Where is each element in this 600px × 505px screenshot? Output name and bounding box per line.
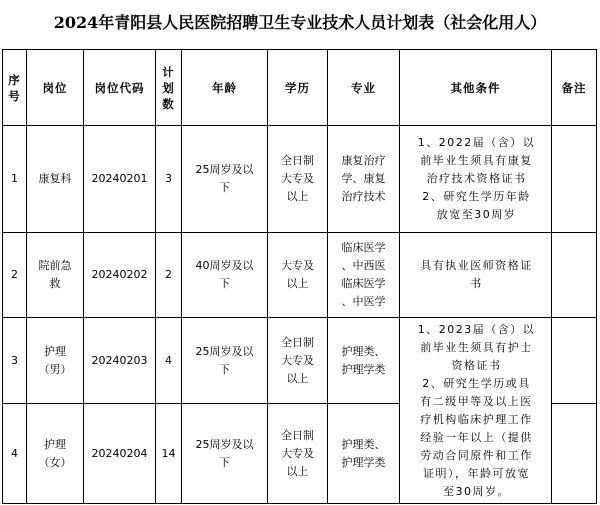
header-no: 序 号: [3, 50, 27, 126]
header-count: 计 划 数: [156, 50, 182, 126]
row-other-conditions: 1、2023届（含）以 前毕业生须具有护士 资格证书 2、研究生学历或具 有二级甲等及以上医 疗机构临床护理工作 经验一年以上（提供 劳动合同原件和工作 证明），年龄可放宽 至30周岁。: [400, 318, 552, 504]
table-row: [3, 126, 597, 233]
recruitment-plan-table: [2, 49, 597, 504]
row-post: 护理 （男）: [27, 318, 84, 404]
row-remark: [552, 404, 597, 504]
row-major: 护理类、 护理学类: [328, 318, 400, 404]
row-code: 20240202: [84, 233, 156, 318]
row-remark: [552, 233, 597, 318]
row-edu: 全日制 大专及 以上: [268, 126, 328, 233]
row-code: 20240203: [84, 318, 156, 404]
row-code: 20240204: [84, 404, 156, 504]
row-major: 临床医学 、中西医 临床医学 、中医学: [328, 233, 400, 318]
row-edu: 全日制 大专及 以上: [268, 404, 328, 504]
row-count: 14: [156, 404, 182, 504]
header-major: 专业: [328, 50, 400, 126]
table-header-row: [3, 50, 597, 126]
row-major: 护理类、 护理学类: [328, 404, 400, 504]
row-other-conditions: 具有执业医师资格证 书: [400, 233, 552, 318]
row-age: 40周岁及以 下: [182, 233, 268, 318]
row-no: 3: [3, 318, 27, 404]
header-edu: 学历: [268, 50, 328, 126]
header-remark: 备注: [552, 50, 597, 126]
row-count: 2: [156, 233, 182, 318]
row-post: 院前急 救: [27, 233, 84, 318]
table-row: [3, 233, 597, 318]
header-other: 其他条件: [400, 50, 552, 126]
row-major: 康复治疗 学、康复 治疗技术: [328, 126, 400, 233]
row-edu: 全日制 大专及 以上: [268, 318, 328, 404]
row-age: 25周岁及以 下: [182, 404, 268, 504]
row-code: 20240201: [84, 126, 156, 233]
row-count: 4: [156, 318, 182, 404]
row-other-conditions: 1、2022届（含）以 前毕业生须具有康复 治疗技术资格证书 2、研究生学历年龄 放宽至30周岁: [400, 126, 552, 233]
row-no: 4: [3, 404, 27, 504]
row-age: 25周岁及以 下: [182, 126, 268, 233]
row-remark: [552, 318, 597, 404]
header-age: 年龄: [182, 50, 268, 126]
row-no: 1: [3, 126, 27, 233]
row-no: 2: [3, 233, 27, 318]
table-row: [3, 318, 597, 404]
row-count: 3: [156, 126, 182, 233]
header-code: 岗位代码: [84, 50, 156, 126]
page-title: 2024年青阳县人民医院招聘卫生专业技术人员计划表（社会化用人）: [53, 13, 547, 32]
row-edu: 大专及 以上: [268, 233, 328, 318]
row-post: 护理 （女）: [27, 404, 84, 504]
row-age: 25周岁及以 下: [182, 318, 268, 404]
row-remark: [552, 126, 597, 233]
header-post: 岗位: [27, 50, 84, 126]
row-post: 康复科: [27, 126, 84, 233]
